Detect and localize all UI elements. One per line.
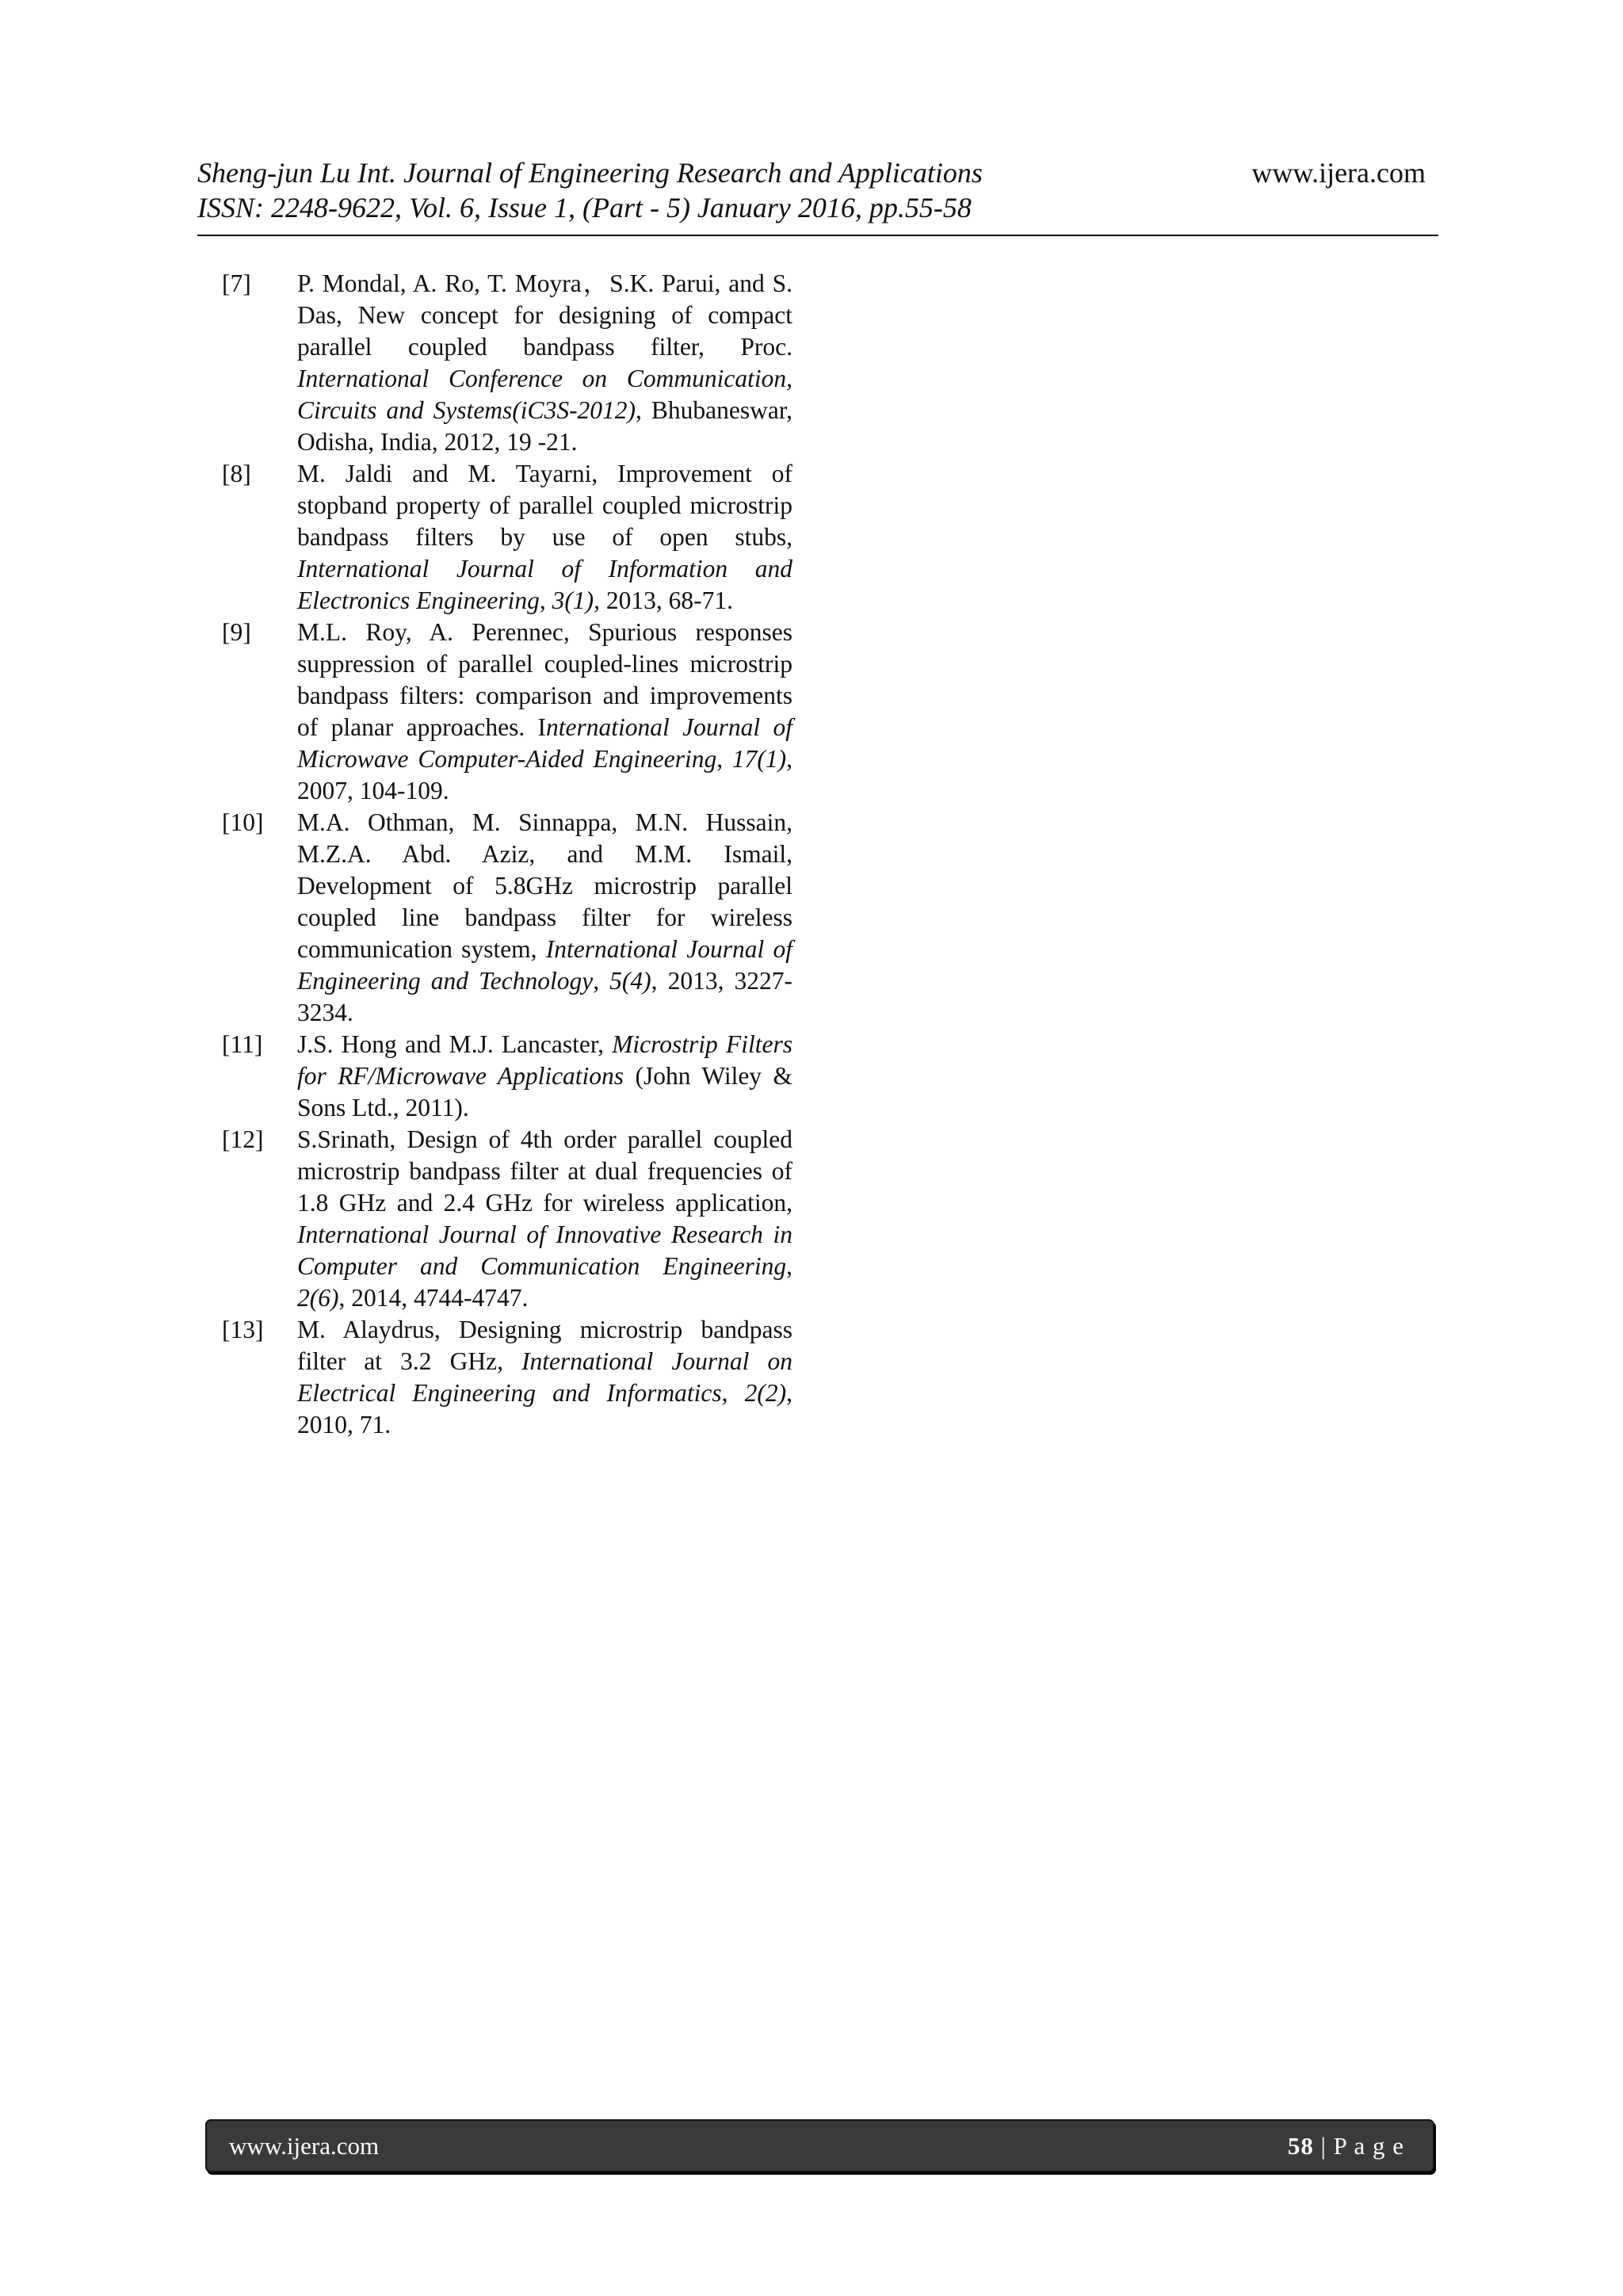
header-website-link[interactable]: www.ijera.com (1251, 157, 1426, 189)
reference-text (297, 1124, 792, 1314)
reference-item (222, 1124, 792, 1314)
reference-text (297, 268, 792, 458)
reference-italic-segment: 2(6) (297, 1284, 339, 1312)
reference-segment: , 2010, 71. (297, 1379, 792, 1438)
reference-segment: , Bhubaneswar, Odisha, India, 2012, 19 -21. (297, 396, 792, 456)
reference-item (222, 1029, 792, 1124)
running-header (197, 155, 1438, 236)
reference-segment: M.L. Roy, A. Perennec, Spurious responses suppression of parallel coupled-lines microstrip bandpass filters: comparison and improvements of planar approaches. I (297, 618, 792, 741)
reference-segment: M. Alaydrus, Designing microstrip bandpass filter at 3.2 GHz, (297, 1316, 792, 1375)
reference-segment: , (786, 1252, 792, 1280)
reference-italic-segment: International Conference on Communication, Circuits and Systems(iC3S-2012) (297, 365, 792, 424)
reference-item (222, 1314, 792, 1441)
page-footer (205, 2119, 1434, 2172)
reference-segment: , 2013, 3227-3234. (297, 967, 793, 1026)
reference-text (297, 617, 792, 807)
reference-item (222, 268, 792, 458)
reference-number: [11] (222, 1030, 263, 1058)
reference-italic-segment: 17(1) (731, 745, 787, 773)
reference-text (297, 1029, 792, 1124)
footer-website-link[interactable]: www.ijera.com (229, 2132, 380, 2160)
reference-segment: J.S. Hong and M.J. Lancaster, (297, 1030, 613, 1058)
reference-segment: , (716, 745, 732, 773)
reference-number: [7] (222, 269, 251, 297)
reference-segment: 2013, 68-71. (599, 586, 733, 614)
reference-number: [13] (222, 1316, 264, 1343)
reference-text (297, 1314, 792, 1441)
page-number: 58 (1287, 2132, 1314, 2160)
reference-italic-segment: nternational Journal of Microwave Computer-Aided Engineering (297, 713, 792, 773)
reference-italic-segment: 2(2) (744, 1379, 787, 1407)
reference-segment: , (721, 1379, 745, 1407)
reference-list (222, 268, 792, 1441)
reference-italic-segment: International Journal of Information and Electronics Engineering, 3(1), (297, 555, 792, 614)
reference-number: [8] (222, 460, 251, 487)
reference-item (222, 458, 792, 617)
reference-segment: , 2007, 104-109. (297, 745, 792, 804)
reference-text (297, 807, 792, 1029)
page-label: P a g e (1333, 2132, 1404, 2160)
reference-segment: P. Mondal, A. Ro, T. Moyra，S.K. Parui, and S. Das, New concept for designing of compact parallel coupled bandpass filter, Proc. (297, 269, 792, 361)
reference-segment: M.A. Othman, M. Sinnappa, M.N. Hussain, M.Z.A. Abd. Aziz, and M.M. Ismail, Development of 5.8GHz microstrip parallel coupled line bandpass filter for wireless communication system, (297, 808, 792, 963)
journal-citation-line: Sheng-jun Lu Int. Journal of Engineering Research and Applications (197, 157, 983, 189)
reference-italic-segment: 5(4) (609, 967, 651, 995)
reference-italic-segment: International Journal of Innovative Research in Computer and Communication Engineering (297, 1221, 792, 1280)
reference-segment: (John Wiley & Sons Ltd., 2011). (297, 1062, 792, 1121)
reference-italic-segment: Microstrip Filters for RF/Microwave Applications (297, 1030, 792, 1090)
reference-segment: , 2014, 4744-4747. (338, 1284, 529, 1312)
reference-number: [12] (222, 1125, 264, 1153)
reference-italic-segment: International Journal of Engineering and Technology (297, 935, 792, 995)
issn-line: ISSN: 2248-9622, Vol. 6, Issue 1, (Part - 5) January 2016, pp.55-58 (197, 192, 972, 223)
page-indicator (1288, 2132, 1404, 2160)
reference-segment: M. Jaldi and M. Tayarni, Improvement of stopband property of parallel coupled microstrip bandpass filters by use of open stubs, (297, 460, 792, 551)
reference-item (222, 617, 792, 807)
reference-segment: , (593, 967, 610, 995)
reference-segment: S.Srinath, Design of 4th order parallel coupled microstrip bandpass filter at dual frequencies of 1.8 GHz and 2.4 GHz for wireless application, (297, 1125, 792, 1217)
reference-italic-segment: International Journal on Electrical Engineering and Informatics (297, 1347, 792, 1407)
reference-number: [9] (222, 618, 251, 646)
reference-item (222, 807, 792, 1029)
reference-number: [10] (222, 808, 264, 836)
reference-text (297, 458, 792, 617)
page-separator: | (1313, 2132, 1334, 2160)
